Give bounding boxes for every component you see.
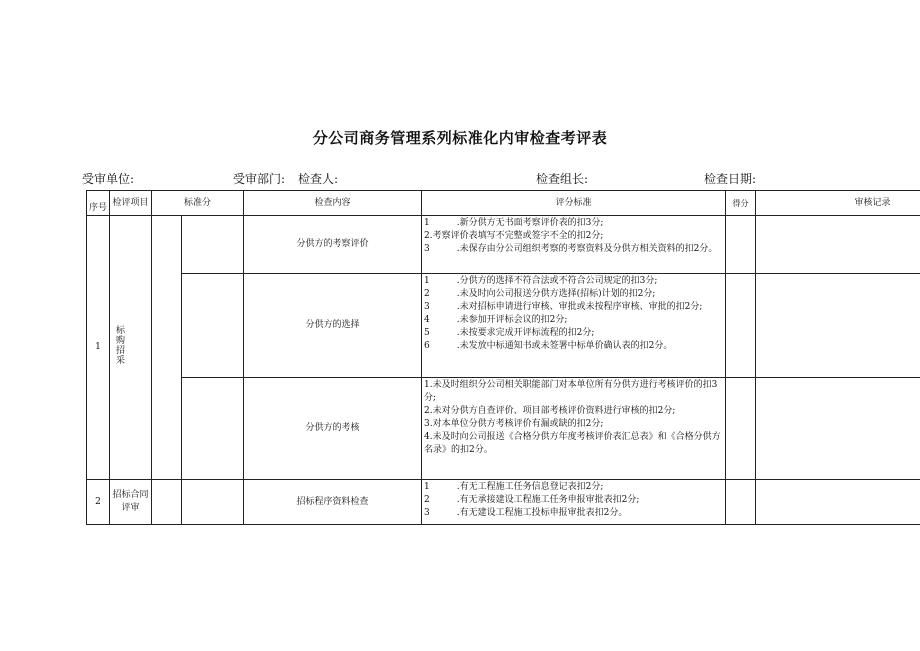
audited-dept-label: 受审部门:: [233, 172, 286, 186]
header-criteria: 评分标准: [422, 191, 726, 216]
criteria-cell: 1 .新分供方无书面考察评价表的扣3分; 2.考察评价表填写不完整或签字不全的扣2分; 3 .未保存由分公司组织考察的考察资料及分供方相关资料的扣2分。: [422, 216, 726, 274]
row-std-score: [152, 480, 182, 525]
inspector-label: 检查人:: [298, 172, 339, 186]
check-content: 分供方的考察评价: [244, 216, 422, 274]
row-std-score-sub: [182, 274, 244, 378]
record-cell[interactable]: [756, 216, 920, 274]
criteria-cell: 1.未及时组织分公司相关职能部门对本单位所有分供方进行考核评价的扣3分; 2.未对分供方自查评价、项目部考核评价资料进行审核的扣2分; 3.对本单位分供方考核评价有漏或缺的扣2分; 4.未及时向公司报送《合格分供方年度考核评价表汇总表》和《合格分供方名录》的扣2分。: [422, 378, 726, 480]
criteria-cell: 1 .有无工程施工任务信息登记表扣2分; 2 .有无承接建设工程施工任务申报审批表扣2分; 3 .有无建设工程施工投标申报审批表扣2分。: [422, 480, 726, 525]
criteria-cell: 1 .分供方的选择不符合法或不符合公司规定的扣3分; 2 .未及时向公司报送分供方选择(招标)计划的扣2分; 3 .未对招标申请进行审核、审批或未按程序审核、审批的扣2分; 4 .未参加开评标会议的扣2分; 5 .未按要求完成开评标流程的扣2分; 6 .未发放中标通知书或未签署中标单价确认表的扣2分。: [422, 274, 726, 378]
header-score: 得分: [726, 191, 756, 216]
table-row: [87, 378, 920, 480]
row-item: 标购招采: [110, 216, 152, 480]
row-std-score: [152, 216, 182, 480]
header-std-score: 标准分: [152, 191, 244, 216]
record-cell[interactable]: [756, 274, 920, 378]
page-title: 分公司商务管理系列标准化内审检查考评表: [312, 129, 608, 147]
row-std-score-sub: [182, 480, 244, 525]
team-leader-label: 检查组长:: [536, 172, 589, 186]
check-content: 分供方的考核: [244, 378, 422, 480]
score-cell[interactable]: [726, 274, 756, 378]
row-std-score-sub: [182, 378, 244, 480]
table-row: [87, 274, 920, 378]
score-cell[interactable]: [726, 480, 756, 525]
header-content: 检查内容: [244, 191, 422, 216]
score-cell[interactable]: [726, 378, 756, 480]
table-row: [87, 216, 920, 274]
check-content: 招标程序资料检查: [244, 480, 422, 525]
table-row: [87, 480, 920, 525]
header-no: 序号: [87, 191, 110, 216]
row-no: 2: [87, 480, 110, 525]
record-cell[interactable]: [756, 480, 920, 525]
table-header-row: [87, 191, 920, 216]
inspection-table: [86, 190, 920, 525]
check-content: 分供方的选择: [244, 274, 422, 378]
record-cell[interactable]: [756, 378, 920, 480]
inspection-date-label: 检查日期:: [704, 172, 757, 186]
row-item: 招标合同评审: [110, 480, 152, 525]
score-cell[interactable]: [726, 216, 756, 274]
row-std-score-sub: [182, 216, 244, 274]
row-no: 1: [87, 216, 110, 480]
header-item: 检评项目: [110, 191, 152, 216]
audited-unit-label: 受审单位:: [82, 172, 135, 186]
header-record: 审核记录: [756, 191, 920, 216]
